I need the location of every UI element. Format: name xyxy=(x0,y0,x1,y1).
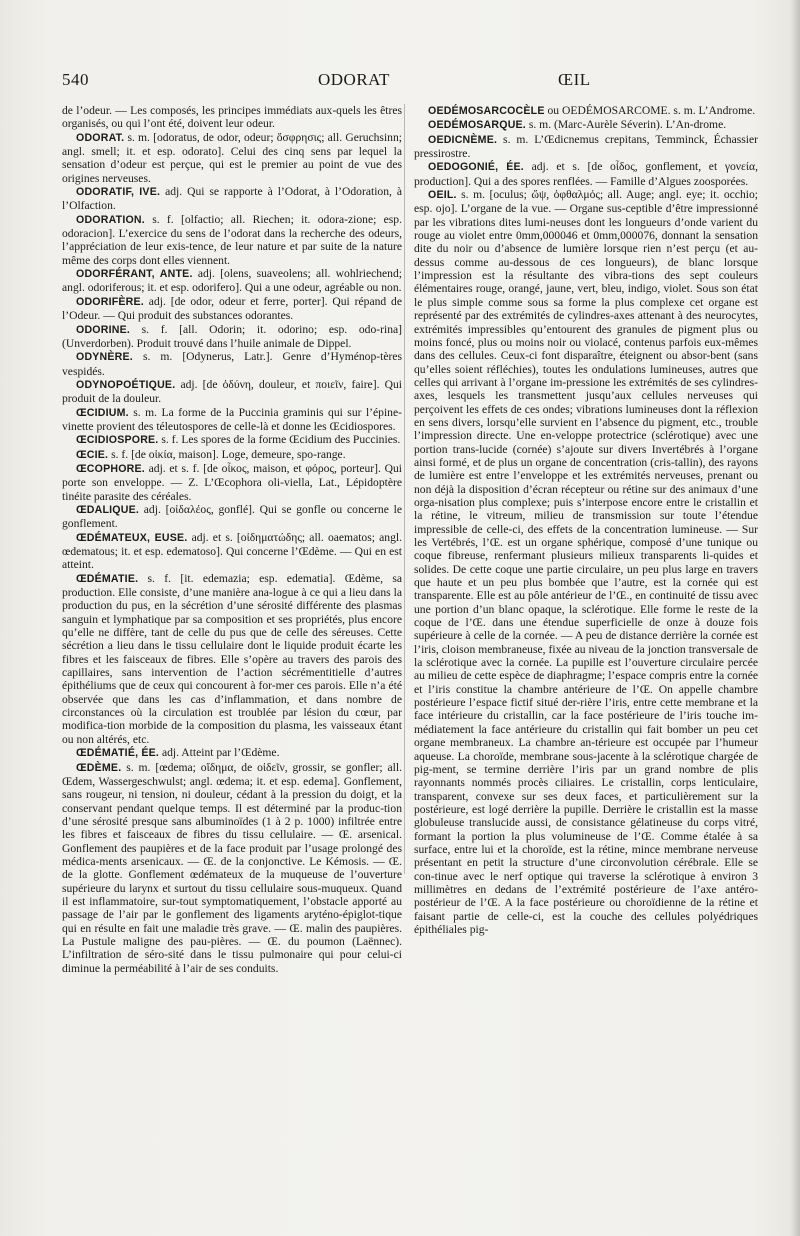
entry-definition: adj. Atteint par l’Œdème. xyxy=(159,746,280,760)
entry-definition: s. m. [odoratus, de odor, odeur; ὄσφρησις; all. Geruchsinn; angl. smell; it. et esp. odorato]. Celui des cinq sens par lequel la sensation d’odeur est perçue, qui est le premier au point de vue des origines nerveuses. xyxy=(62,130,402,185)
dictionary-entry-oedalique xyxy=(62,503,402,531)
right-guide-word: ŒIL xyxy=(558,70,591,89)
entry-headword: ŒDÈME. xyxy=(76,761,122,774)
dictionary-entry-oedemosarque xyxy=(414,118,758,132)
entry-headword: ODORIFÈRE. xyxy=(76,295,144,308)
entry-headword: ODYNÈRE. xyxy=(76,351,133,364)
entry-definition: adj. [de ὀδύνη, douleur, et ποιεῖν, faire]. Qui produit de la douleur. xyxy=(62,377,402,406)
left-guide-word: ODORAT xyxy=(318,70,390,89)
entry-definition: de l’odeur. — Les composés, les principes immédiats aux-quels les êtres organisés, ou qui l’ont été, doivent leur odeur. xyxy=(62,104,402,131)
entry-headword: ODORAT. xyxy=(76,131,125,144)
dictionary-entry-oedicneme xyxy=(414,133,758,161)
dictionary-entry-odorferant xyxy=(62,267,402,295)
entry-headword: ŒCOPHORE. xyxy=(76,462,145,475)
entry-headword: ŒCIDIOSPORE. xyxy=(76,434,159,447)
dictionary-entry-odorine xyxy=(62,323,402,351)
entry-headword: ODYNOPOÉTIQUE. xyxy=(76,378,176,391)
entry-headword: OEDOGONIÉ, ÉE. xyxy=(428,161,524,174)
entry-headword: ŒDÉMATIE. xyxy=(76,572,139,585)
page-edge-shadow xyxy=(790,0,800,1236)
dictionary-entry-oedematie xyxy=(62,572,402,746)
right-column xyxy=(414,104,758,936)
dictionary-entry-oecophore xyxy=(62,462,402,503)
dictionary-entry-odoratif xyxy=(62,185,402,213)
dictionary-entry-oedemosarcocele xyxy=(414,104,758,118)
dictionary-entry-oecidiospore xyxy=(62,433,402,447)
entry-definition: s. f. Les spores de la forme Œcidium des Puccinies. xyxy=(158,433,401,447)
entry-definition: s. m. [œdema; οἴδημα, de οἰδεῖν, grossir, se gonfler; all. Œdem, Wassergeschwulst; angl. œdema; it. et esp. edema]. Gonflement, sans rougeur, ni tension, ni douleur, cédant à la pression du doigt, et la conservant pendant quelque temps. Il est déterminé par la produc-tion d’une sérosité presque sans albuminoïdes (1 à 2 p. 1000) infiltrée entre les fibres et faisceaux de fibres du tissu cellulaire. — Œ. arsenical. Gonflement des paupières et de la face produit par l’usage prolongé des médica-ments arsenicaux. — Œ. de la conjonctive. Le Kémosis. — Œ. de la glotte. Gonflement œdémateux de la muqueuse de l’ouverture supérieure du larynx et surtout du tissu cellulaire sous-muqueux. Quand il est inflammatoire, sur-tout symptomatiquement, l’obstacle apporté au passage de l’air par le gonflement des ligaments aryténo-épiglot-tique qui en résulte en fait une maladie très grave. — Œ. malin des paupières. La Pustule maligne des pau-pières. — Œ. du poumon (Laënnec). L’infiltration de séro-sité dans le tissu pulmonaire qui pour celui-ci diminue la perméabilité à l’air de ses conduits. xyxy=(62,760,402,975)
entry-definition: ou OEDÉMOSARCOME. s. m. L’Androme. xyxy=(544,104,756,117)
dictionary-entry-oecidium xyxy=(62,406,402,434)
entry-definition: s. m. (Marc-Aurèle Séverin). L’An-drome. xyxy=(525,118,727,132)
entry-headword: ŒCIDIUM. xyxy=(76,406,129,419)
dictionary-entry-oedogonie xyxy=(414,160,758,188)
entry-headword: OEDICNÈME. xyxy=(428,133,498,146)
entry-headword: ODORFÉRANT, ANTE. xyxy=(76,268,193,281)
entry-definition: adj. Qui se rapporte à l’Odorat, à l’Odoration, à l’Olfaction. xyxy=(62,185,402,213)
entry-headword: OEIL. xyxy=(428,189,457,202)
entry-definition: s. f. [de οἰκία, maison]. Loge, demeure, spo-range. xyxy=(108,447,346,461)
entry-headword: ŒDÉMATIÉ, ÉE. xyxy=(76,747,160,760)
dictionary-entry-odynopoetique xyxy=(62,378,402,406)
entry-definition: s. f. [it. edemazia; esp. edematia]. Œdème, sa production. Elle consiste, d’une manière ana-logue à ce qui a lieu dans la production du pus, en la sécrétion d’une sérosité différente des plasmas sanguin et lymphatique par sa composition et ses propriétés, plus encore qu’elle ne diffère, tant de celle du pus que de celle des séreuses. Cette sécrétion a lieu dans le tissu cellulaire dont le liquide produit écarte les fibres et les faisceaux de fibres. Elle s’opère au travers des parois des capillaires, sans intervention de l’action sécrémentitielle d’autres épithéliums que de ceux qui concourent à for-mer ces parois. Elle n’a été observée que dans les cas d’inflammation, et dans nombre de circonstances où la circulation est troublée par lésion du cœur, par modifica-tion morbide de la composition du plasma, les vaisseaux étant ou non altérés, etc. xyxy=(62,571,402,746)
entry-definition: s. f. [olfactio; all. Riechen; it. odora-zione; esp. odoracion]. L’exercice du sens de l’odorat dans la recherche des odeurs, l’appréciation de leur exis-tence, de leur nature et par suite de la nature même des corps dont elles viennent. xyxy=(62,212,402,267)
entry-headword: ŒCIE. xyxy=(76,448,109,461)
entry-headword: OEDÉMOSARQUE. xyxy=(428,119,526,132)
entry-definition: adj. [de odor, odeur et ferre, porter]. Qui répand de l’Odeur. — Qui produit des substances odorantes. xyxy=(62,294,402,323)
dictionary-entry-odorifere xyxy=(62,295,402,323)
entry-headword: ODORINE. xyxy=(76,323,130,336)
dictionary-entry-oedemateux xyxy=(62,531,402,572)
entry-definition: s. m. [oculus; ὤψ, ὀφθαλμός; all. Auge; angl. eye; it. occhio; esp. ojo]. L’organe de la vue. — Organe sus-ceptible d’être impressionné par les vibrations dites lumi-neuses dont les longueurs d’onde varient du rouge au violet entre 0mm,000046 et 0mm,000076, donnant la sensation dite du noir ou d’absence de lumière lorsque rien n’est perçu (et au-dessus comme au-dessous de ces longueurs), de blanc lorsque l’impression est la résultante des vibra-tions des sept couleurs élémentaires rouge, orangé, jaune, vert, bleu, indigo, violet. Sous son état le plus simple comme sous sa forme la plus complexe cet organe est représenté par des extrémités de cylindres-axes attenant à des neurocytes, extrémités impressibles qu’entourent des granules de pigment plus ou moins foncé, plus ou moins noir ou violacé, contenus parfois eux-mêmes dans des cellules. Ceux-ci font disparaître, éteignent ou absor-bent (sans qu’elles soient réfléchies), toutes les ondulations lumineuses, autres que celles qui arrivant à l’organe im-pressione les extrémités de ses cylindres-axes, lesquels les transmettent jusqu’aux cellules nerveuses qui perçoivent les effets de ces ondes; vibrations lumineuses dont la réflexion en sens divers, lorsqu’elle survient en l’absence du pigment, etc., trouble l’impression directe. Une en-veloppe protectrice (sclérotique) avec une portion trans-lucide (cornée) s’ajoute sur divers Invertébrés à l’organe ainsi formé, et de plus un organe de concentration (cris-tallin), des rayons de lumière est entre l’enveloppe et les extrémités nerveuses, prenant ou non déjà la disposition d’écran récepteur ou rétine sur des animaux d’une orga-nisation plus complexe; puis s’interpose encore entre le cristallin et la rétine, le vitreum, milieu de transmission sur toute l’étendue impressible de celle-ci, des effets de la concentration lumineuse. — Sur les Vertébrés, l’Œ. est un organe sphérique, composé d’une tunique ou coque fibreuse, renfermant plusieurs milieux transparents li-quides et solides. De cette coque une partie circulaire, un peu plus large en travers que haute et un peu plus bombée que l’autre, est la cornée qui est transparente. Elle est au pôle antérieur de l’Œ., en continuité de tissu avec une portion d’un blanc opaque, la sclérotique. Elle forme le reste de la coque de l’Œ. dans une étendue superficielle de onze à douze fois supérieure à celle de la cornée. — A peu de distance derrière la cornée est l’iris, cloison membraneuse, fixée au niveau de la jonction transversale de la sclérotique avec la cornée. La pupille est l’ouverture circulaire percée au milieu de cette espèce de diaphragme; l’espace compris entre la cornée et l’iris constitue la chambre antérieure de l’Œ. On appelle chambre postérieure l’espace fictif situé der-rière l’iris, entre cette membrane et la face intérieure du cristallin, car la face postérieure de l’iris touche im-médiatement la face antérieure du cristallin qui fait bomber un peu cet organe membraneux. La chambre an-térieure est occupée par l’humeur aqueuse. La choroïde, membrane sous-jacente à la sclérotique chargée de pig-ment, se termine derrière l’iris par un grand nombre de plis rayonnants nommés procès ciliaires. Le cristallin, corps lenticulaire, transparent, convexe sur ses deux faces, et particulièrement sur la postérieure, est logé derrière la pupille. Derrière le cristallin est la masse globuleuse translucide aussi, de consistance gélatineuse du corps vitré, formant la portion la plus volumineuse de l’Œ. Comme étalée à sa surface, entre lui et la choroïde, est la rétine, mince membrane nerveuse présentant en petit la structure d’une circonvolution cérébrale. Elle se con-tinue avec le nerf optique qui traverse la sclérotique à environ 3 millimètres en dedans de l’extrémité postérieure de l’axe antéro-postérieur de l’Œ. A la face postérieure ou choroïdienne de la rétine et faisant partie de celle-ci, est la couche des cellules polyédriques épithéliales pig- xyxy=(414,188,758,936)
entry-definition: adj. et s. f. [de οἶκος, maison, et φόρος, porteur]. Qui porte son enveloppe. — Z. L’Œcophora oli-viella, Lat., Lépidoptère tinéite parasite des céréales. xyxy=(62,461,402,503)
entry-definition: s. m. L’Œdicnemus crepitans, Temminck, Échassier pressirostre. xyxy=(414,132,758,161)
entry-definition: s. f. [all. Odorin; it. odorino; esp. odo-rina] (Unverdorben). Produit trouvé dans l’huile animale de Dippel. xyxy=(62,322,402,350)
entry-headword: ODORATION. xyxy=(76,213,145,226)
left-column xyxy=(62,104,402,975)
dictionary-entry-oedeme xyxy=(62,761,402,976)
dictionary-entry-odeur_cont xyxy=(62,104,402,131)
dictionary-entry-oecie xyxy=(62,448,402,462)
entry-definition: s. m. La forme de la Puccinia graminis qui sur l’épine-vinette provient des téleutospores de celle-là et donne les Œcidiospores. xyxy=(62,405,402,433)
dictionary-entry-odoration xyxy=(62,213,402,267)
entry-definition: adj. et s. [οἰδηματώδης; all. oaematos; angl. œdematous; it. et esp. edematoso]. Qui concerne l’Œdème. — Qui en est atteint. xyxy=(62,530,402,572)
entry-definition: s. m. [Odynerus, Latr.]. Genre d’Hyménop-tères vespidés. xyxy=(62,350,402,378)
entry-definition: adj. [olens, suaveolens; all. wohlriechend; angl. odoriferous; it. et esp. odorifero]. Qui a une odeur, agréable ou non. xyxy=(62,267,402,295)
dictionary-entry-odynere xyxy=(62,350,402,378)
entry-headword: ŒDALIQUE. xyxy=(76,503,140,516)
entry-headword: ŒDÉMATEUX, EUSE. xyxy=(76,531,188,544)
entry-definition: adj. [οἰδαλέος, gonflé]. Qui se gonfle ou concerne le gonflement. xyxy=(62,502,402,531)
dictionary-entry-oeil xyxy=(414,188,758,936)
running-header xyxy=(58,70,758,96)
entry-headword: ODORATIF, IVE. xyxy=(76,186,161,199)
entry-definition: adj. et s. [de οἶδος, gonflement, et γονεία, production]. Qui a des spores renflées. — Famille d’Algues zoosporées. xyxy=(414,160,758,188)
entry-headword: OEDÉMOSARCOCÈLE xyxy=(428,105,545,117)
page-number: 540 xyxy=(62,70,89,89)
column-divider xyxy=(404,104,405,874)
dictionary-entry-oedematie_adj xyxy=(62,746,402,760)
dictionary-entry-odorat xyxy=(62,131,402,185)
